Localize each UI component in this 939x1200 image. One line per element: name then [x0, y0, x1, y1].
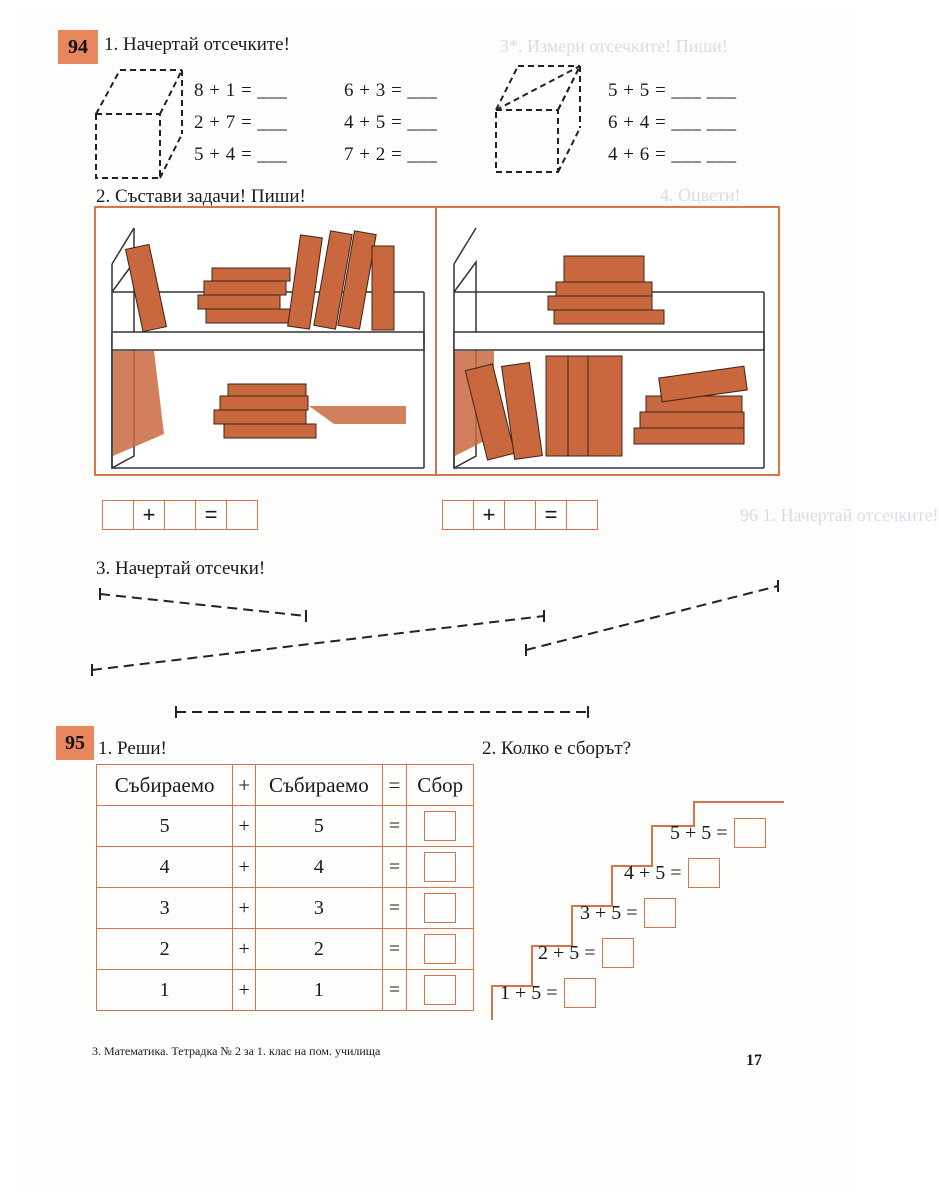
answer-box[interactable]	[644, 898, 676, 928]
plus-sign: +	[474, 501, 505, 529]
equals-sign: =	[536, 501, 567, 529]
equation: 7 + 2 = ___	[344, 144, 438, 165]
equals-cell: =	[382, 970, 407, 1011]
table-row	[97, 888, 474, 929]
plus-cell: +	[233, 929, 256, 970]
task1-title: 1. Реши!	[98, 738, 167, 759]
equals-cell: =	[382, 806, 407, 847]
answer-box[interactable]	[424, 975, 456, 1005]
answer-box[interactable]	[564, 978, 596, 1008]
equation: 5 + 4 = ___	[194, 144, 288, 165]
stair-step	[670, 818, 766, 848]
equation: 8 + 1 = ___	[194, 80, 288, 101]
lesson-badge-95: 95	[56, 726, 94, 760]
answer-box[interactable]	[443, 501, 474, 529]
step-equation: 5 + 5 =	[670, 821, 728, 844]
stair-step	[624, 858, 720, 888]
answer-box[interactable]	[165, 501, 196, 529]
task2-title: 2. Колко е сборът?	[482, 738, 632, 759]
sum-cell[interactable]	[407, 929, 474, 970]
answer-box[interactable]	[505, 501, 536, 529]
show-through-text: 3*. Измери отсечките! Пиши!	[500, 36, 728, 56]
table-row	[97, 806, 474, 847]
equals-sign: =	[196, 501, 227, 529]
step-equation: 3 + 5 =	[580, 901, 638, 924]
equation: 6 + 4 = ___ ___	[608, 112, 737, 133]
stair-step	[538, 938, 634, 968]
sum-cell[interactable]	[407, 970, 474, 1011]
equation: 4 + 5 = ___	[344, 112, 438, 133]
answer-box[interactable]	[602, 938, 634, 968]
header-addend: Събираемо	[256, 765, 382, 806]
lesson-badge-94: 94	[58, 30, 98, 64]
addend-cell: 1	[97, 970, 233, 1011]
task3-title: 3. Начертай отсечки!	[96, 558, 266, 579]
workbook-page	[20, 10, 939, 1190]
page-number: 17	[746, 1052, 762, 1069]
table-row	[97, 970, 474, 1011]
addend-cell: 3	[97, 888, 233, 929]
footer-text: 3. Математика. Тетрадка № 2 за 1. клас на пом. училища	[92, 1044, 381, 1058]
addend-cell: 3	[256, 888, 382, 929]
plus-cell: +	[233, 847, 256, 888]
answer-boxes-left[interactable]	[102, 500, 258, 530]
table-row	[97, 929, 474, 970]
step-equation: 2 + 5 =	[538, 941, 596, 964]
answer-box[interactable]	[424, 893, 456, 923]
dashed-cube-left	[90, 68, 190, 188]
plus-cell: +	[233, 970, 256, 1011]
header-sum: Сбор	[407, 765, 474, 806]
addend-cell: 2	[256, 929, 382, 970]
sum-cell[interactable]	[407, 806, 474, 847]
plus-cell: +	[233, 806, 256, 847]
step-equation: 4 + 5 =	[624, 861, 682, 884]
addend-cell: 5	[256, 806, 382, 847]
addend-cell: 5	[97, 806, 233, 847]
equation: 6 + 3 = ___	[344, 80, 438, 101]
answer-box[interactable]	[734, 818, 766, 848]
equals-cell: =	[382, 929, 407, 970]
table-row	[97, 847, 474, 888]
show-through-text: 96 1. Начертай отсечките!	[740, 505, 939, 525]
addend-cell: 2	[97, 929, 233, 970]
answer-boxes-right[interactable]	[442, 500, 598, 530]
header-plus: +	[233, 765, 256, 806]
show-through-text: 4. Oцвети!	[660, 185, 741, 205]
header-addend: Събираемо	[97, 765, 233, 806]
equation: 5 + 5 = ___ ___	[608, 80, 737, 101]
dashed-segments	[80, 580, 800, 730]
dashed-cube-right	[490, 60, 590, 180]
answer-box[interactable]	[424, 811, 456, 841]
task1-title: 1. Начертай отсечките!	[104, 34, 290, 55]
answer-box[interactable]	[227, 501, 257, 529]
addend-cell: 4	[256, 847, 382, 888]
equals-cell: =	[382, 847, 407, 888]
equals-cell: =	[382, 888, 407, 929]
task2-title: 2. Състави задачи! Пиши!	[96, 186, 306, 207]
bookshelf-illustration	[94, 206, 780, 476]
plus-sign: +	[134, 501, 165, 529]
answer-box[interactable]	[688, 858, 720, 888]
sum-cell[interactable]	[407, 847, 474, 888]
answer-box[interactable]	[424, 934, 456, 964]
plus-cell: +	[233, 888, 256, 929]
answer-box[interactable]	[567, 501, 597, 529]
step-equation: 1 + 5 =	[500, 981, 558, 1004]
equation: 2 + 7 = ___	[194, 112, 288, 133]
sum-cell[interactable]	[407, 888, 474, 929]
header-equals: =	[382, 765, 407, 806]
addend-cell: 1	[256, 970, 382, 1011]
addend-cell: 4	[97, 847, 233, 888]
addition-table	[96, 764, 474, 1011]
stair-step	[500, 978, 596, 1008]
answer-box[interactable]	[424, 852, 456, 882]
equation: 4 + 6 = ___ ___	[608, 144, 737, 165]
stair-step	[580, 898, 676, 928]
answer-box[interactable]	[103, 501, 134, 529]
